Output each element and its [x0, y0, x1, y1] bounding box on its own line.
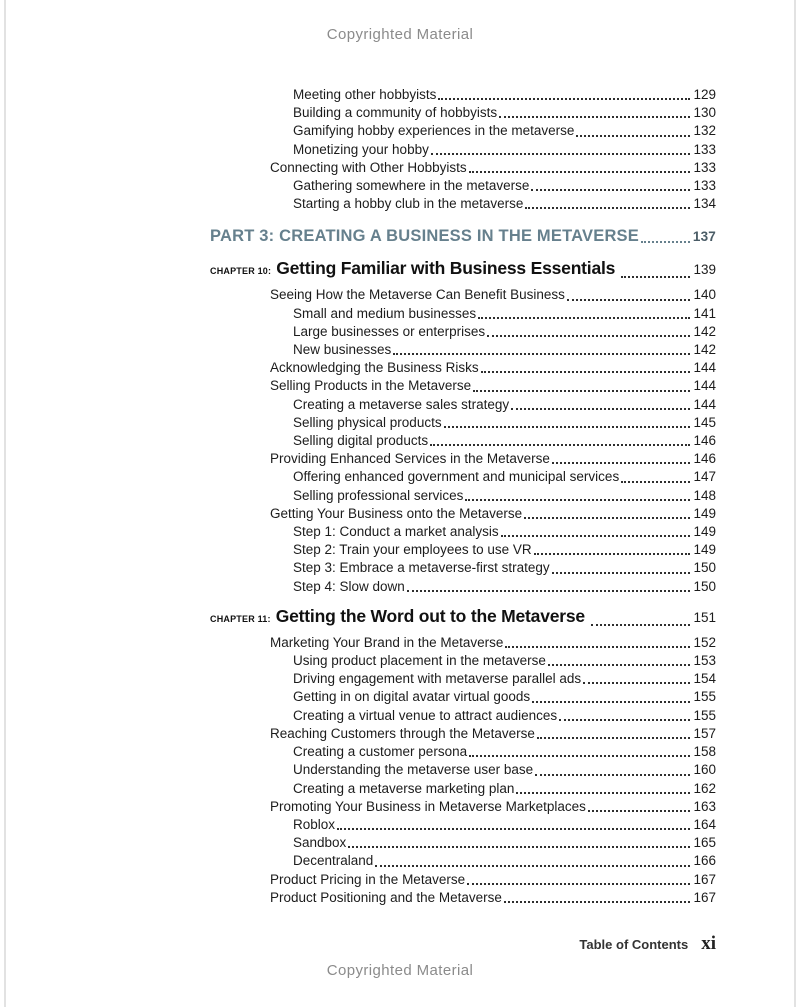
toc-entry: [293, 122, 716, 140]
entry-title: Creating a metaverse sales strategy: [293, 396, 510, 412]
toc-entry: [293, 468, 716, 486]
dot-leader: [469, 755, 690, 757]
page-number: 155: [693, 707, 716, 723]
toc-entry: [293, 743, 716, 761]
dot-leader: [481, 371, 691, 373]
toc-entry: [293, 414, 716, 432]
toc-entry: [293, 523, 716, 541]
entry-title: Providing Enhanced Services in the Metaverse: [270, 451, 550, 467]
dot-leader: [552, 462, 691, 464]
page-number: 153: [693, 653, 716, 669]
toc-entry: [270, 286, 716, 304]
page-number: 163: [693, 798, 716, 814]
entry-title: Marketing Your Brand in the Metaverse: [270, 634, 504, 650]
dot-leader: [478, 317, 690, 319]
entry-title: Getting in on digital avatar virtual goods: [293, 689, 531, 705]
page-number: 132: [693, 123, 716, 139]
dot-leader: [511, 408, 690, 410]
entry-title: Building a community of hobbyists: [293, 105, 498, 121]
dot-leader: [588, 810, 691, 812]
entry-title: Promoting Your Business in Metaverse Marketplaces: [270, 798, 586, 814]
page-number: 146: [693, 433, 716, 449]
dot-leader: [576, 135, 690, 137]
page-number: 145: [693, 414, 716, 430]
toc-entry: [293, 816, 716, 834]
page-number: 152: [693, 634, 716, 650]
dot-leader: [524, 517, 690, 519]
page-number: 166: [693, 853, 716, 869]
toc-entry: [293, 104, 716, 122]
entry-title: Starting a hobby club in the metaverse: [293, 196, 524, 212]
table-of-contents: [210, 86, 716, 907]
entry-title: Product Pricing in the Metaverse: [270, 871, 466, 887]
dot-leader: [375, 865, 690, 867]
dot-leader: [499, 116, 690, 118]
footer-page-number: xi: [701, 933, 716, 954]
dot-leader: [583, 682, 690, 684]
page-number: 164: [693, 816, 716, 832]
page-number: 165: [693, 835, 716, 851]
dot-leader: [531, 189, 690, 191]
dot-leader: [469, 171, 691, 173]
dot-leader: [467, 883, 690, 885]
entry-title: Selling professional services: [293, 487, 464, 503]
toc-entry: [293, 852, 716, 870]
toc-entry: [293, 86, 716, 104]
entry-title: New businesses: [293, 342, 392, 358]
toc-entry: [293, 432, 716, 450]
toc-entry: [293, 323, 716, 341]
page-number: 139: [693, 262, 716, 278]
toc-entry: [270, 450, 716, 468]
page-number: 149: [693, 542, 716, 558]
toc-chapter-heading: [210, 604, 716, 631]
page-number: 133: [693, 141, 716, 157]
dot-leader: [559, 719, 690, 721]
dot-leader: [548, 664, 691, 666]
page-edge-left: [4, 0, 6, 1007]
page-number: 140: [693, 287, 716, 303]
toc-entry: [270, 505, 716, 523]
dot-leader: [430, 444, 690, 446]
toc-entry: [293, 780, 716, 798]
dot-leader: [567, 299, 691, 301]
dot-leader: [532, 701, 690, 703]
dot-leader: [591, 624, 691, 626]
chapter-number-label: CHAPTER 10:: [210, 266, 272, 277]
page-number: 137: [692, 229, 716, 245]
dot-leader: [525, 207, 690, 209]
page-number: 142: [693, 323, 716, 339]
dot-leader: [487, 335, 690, 337]
toc-entry: [293, 670, 716, 688]
dot-leader: [505, 646, 690, 648]
dot-leader: [473, 390, 690, 392]
dot-leader: [641, 241, 690, 243]
toc-entry: [293, 396, 716, 414]
page-number: 130: [693, 105, 716, 121]
page-edge-right: [794, 0, 796, 1007]
dot-leader: [535, 774, 690, 776]
page-number: 134: [693, 196, 716, 212]
toc-entry: [293, 578, 716, 596]
dot-leader: [431, 153, 691, 155]
entry-title: Seeing How the Metaverse Can Benefit Business: [270, 287, 565, 303]
toc-entry: [293, 652, 716, 670]
entry-title: Driving engagement with metaverse parallel ads: [293, 671, 582, 687]
toc-entry: [293, 834, 716, 852]
page-number: 167: [693, 871, 716, 887]
page-number: 133: [693, 178, 716, 194]
toc-entry: [270, 159, 716, 177]
toc-entry: [293, 177, 716, 195]
entry-title: Small and medium businesses: [293, 305, 477, 321]
entry-title: Reaching Customers through the Metaverse: [270, 725, 535, 741]
page-number: 154: [693, 671, 716, 687]
chapter-title: Getting Familiar with Business Essentials: [276, 258, 616, 279]
entry-title: Roblox: [293, 816, 336, 832]
entry-title: Monetizing your hobby: [293, 141, 429, 157]
copyright-notice-bottom: Copyrighted Material: [326, 962, 474, 979]
entry-title: Selling digital products: [293, 433, 429, 449]
page-number: 147: [693, 469, 716, 485]
dot-leader: [393, 353, 690, 355]
entry-title: Step 1: Conduct a market analysis: [293, 524, 499, 540]
dot-leader: [621, 276, 690, 278]
entry-title: Decentraland: [293, 853, 374, 869]
entry-title: Step 3: Embrace a metaverse-first strategy: [293, 560, 550, 576]
toc-entry: [270, 871, 716, 889]
page-number: 157: [693, 725, 716, 741]
footer-section-label: Table of Contents: [579, 937, 689, 952]
entry-title: Large businesses or enterprises: [293, 323, 486, 339]
entry-title: Sandbox: [293, 835, 347, 851]
entry-title: Using product placement in the metaverse: [293, 653, 546, 669]
toc-entry: [270, 359, 716, 377]
dot-leader: [438, 98, 690, 100]
toc-entry: [293, 305, 716, 323]
toc-entry: [293, 141, 716, 159]
dot-leader: [444, 426, 691, 428]
page-number: 162: [693, 780, 716, 796]
chapter-number-label: CHAPTER 11:: [210, 613, 271, 624]
entry-title: Offering enhanced government and municipal services: [293, 469, 620, 485]
toc-part-heading: [210, 225, 716, 248]
entry-title: Gathering somewhere in the metaverse: [293, 178, 530, 194]
page-number: 129: [693, 87, 716, 102]
toc-entry: [293, 341, 716, 359]
page-number: 148: [693, 487, 716, 503]
dot-leader: [552, 572, 691, 574]
page-number: 144: [693, 396, 716, 412]
dot-leader: [516, 792, 690, 794]
dot-leader: [504, 901, 691, 903]
dot-leader: [537, 737, 691, 739]
toc-entry: [293, 559, 716, 577]
entry-title: Creating a metaverse marketing plan: [293, 780, 515, 796]
entry-title: Creating a customer persona: [293, 744, 468, 760]
entry-title: Product Positioning and the Metaverse: [270, 889, 502, 905]
chapter-title: Getting the Word out to the Metaverse: [275, 605, 585, 626]
copyright-notice-top: Copyrighted Material: [326, 26, 474, 43]
dot-leader: [621, 481, 690, 483]
entry-title: Step 2: Train your employees to use VR: [293, 542, 532, 558]
entry-title: Connecting with Other Hobbyists: [270, 159, 467, 175]
page-number: 150: [693, 578, 716, 594]
page-number: 141: [693, 305, 716, 321]
page-number: 150: [693, 560, 716, 576]
dot-leader: [337, 828, 690, 830]
page-number: 144: [693, 360, 716, 376]
page-number: 155: [693, 689, 716, 705]
entry-title: Gamifying hobby experiences in the metaverse: [293, 123, 575, 139]
toc-entry: [293, 707, 716, 725]
page-number: 146: [693, 451, 716, 467]
toc-entry: [270, 798, 716, 816]
page-number: 149: [693, 524, 716, 540]
dot-leader: [501, 535, 691, 537]
toc-chapter-heading: [210, 256, 716, 283]
page-number: 158: [693, 744, 716, 760]
entry-title: Creating a virtual venue to attract audiences: [293, 707, 558, 723]
page-number: 144: [693, 378, 716, 394]
toc-entry: [270, 889, 716, 907]
toc-entry: [293, 761, 716, 779]
dot-leader: [534, 553, 691, 555]
page-footer: [210, 933, 716, 955]
entry-title: Selling Products in the Metaverse: [270, 378, 472, 394]
entry-title: Getting Your Business onto the Metaverse: [270, 505, 523, 521]
page-number: 167: [693, 889, 716, 905]
page-number: 160: [693, 762, 716, 778]
entry-title: Selling physical products: [293, 414, 442, 430]
page-number: 133: [693, 159, 716, 175]
toc-entry: [293, 195, 716, 213]
toc-entry: [293, 688, 716, 706]
toc-entry: [293, 541, 716, 559]
entry-title: Step 4: Slow down: [293, 578, 405, 594]
toc-entry: [293, 487, 716, 505]
entry-title: Understanding the metaverse user base: [293, 762, 534, 778]
toc-entry: [270, 377, 716, 395]
page-number: 142: [693, 342, 716, 358]
toc-entry: [270, 634, 716, 652]
dot-leader: [407, 590, 691, 592]
entry-title: Acknowledging the Business Risks: [270, 360, 479, 376]
entry-title: Meeting other hobbyists: [293, 87, 437, 102]
page-number: 151: [693, 609, 716, 625]
page-number: 149: [693, 505, 716, 521]
dot-leader: [348, 846, 690, 848]
dot-leader: [465, 499, 690, 501]
part-title: PART 3: CREATING A BUSINESS IN THE METAVERSE: [210, 227, 639, 246]
toc-entry: [270, 725, 716, 743]
